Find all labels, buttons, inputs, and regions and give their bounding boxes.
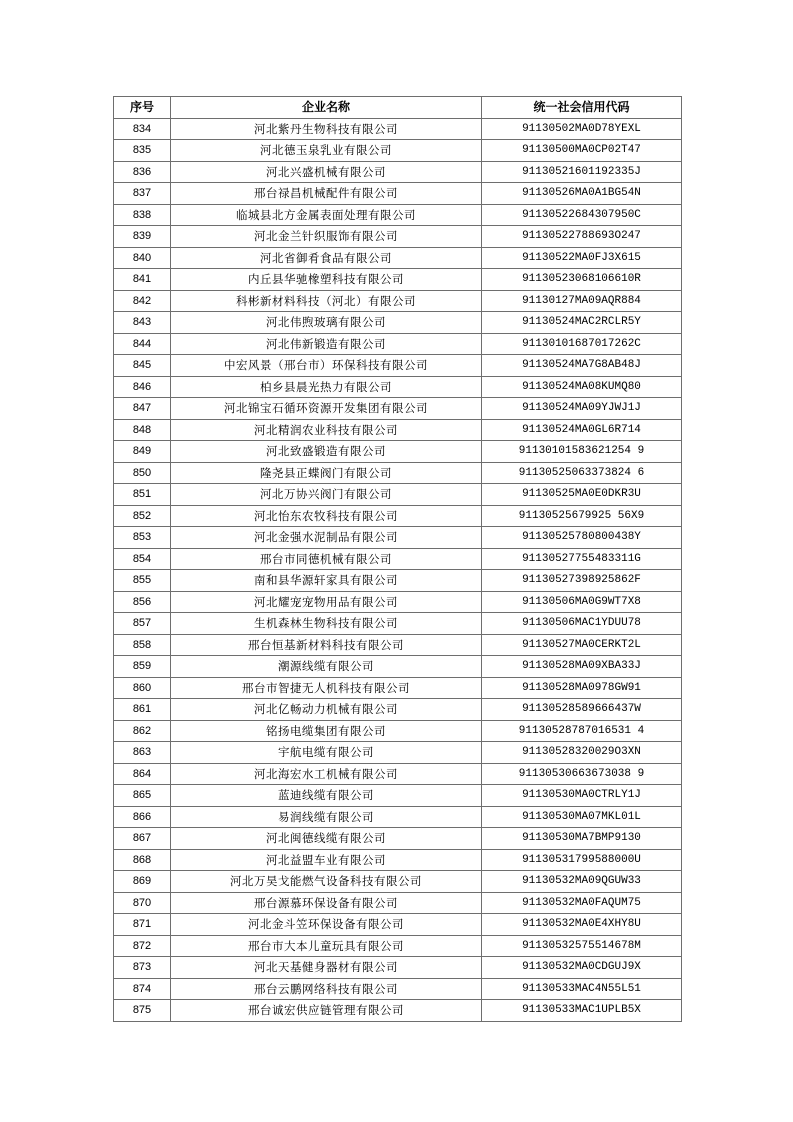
serial-number-cell: 848 [114,419,171,441]
serial-number-cell: 844 [114,333,171,355]
serial-number-cell: 864 [114,763,171,785]
company-name-cell: 河北怡东农牧科技有限公司 [171,505,482,527]
company-name-cell: 邢台恒基新材料科技有限公司 [171,634,482,656]
serial-number-cell: 857 [114,613,171,635]
serial-number-cell: 868 [114,849,171,871]
credit-code-cell: 91130528787016531 4 [482,720,682,742]
company-name-cell: 河北金兰针织服饰有限公司 [171,226,482,248]
credit-code-cell: 91130532MA0CDGUJ9X [482,957,682,979]
table-row [114,226,682,248]
company-name-cell: 内丘县华驰橡塑科技有限公司 [171,269,482,291]
serial-number-cell: 854 [114,548,171,570]
table-header-row [114,97,682,119]
table-row [114,914,682,936]
table-row [114,871,682,893]
company-name-cell: 河北亿畅动力机械有限公司 [171,699,482,721]
company-name-cell: 河北耀宠宠物用品有限公司 [171,591,482,613]
credit-code-cell: 91130530MA07MKL01L [482,806,682,828]
serial-number-cell: 847 [114,398,171,420]
credit-code-cell: 91130530663673038 9 [482,763,682,785]
company-name-cell: 易润线缆有限公司 [171,806,482,828]
table-row [114,828,682,850]
serial-number-cell: 855 [114,570,171,592]
table-row [114,806,682,828]
table-row [114,785,682,807]
table-row [114,183,682,205]
company-name-cell: 南和县华源轩家具有限公司 [171,570,482,592]
company-name-cell: 邢台源慕环保设备有限公司 [171,892,482,914]
serial-number-cell: 867 [114,828,171,850]
company-name-cell: 河北伟煦玻璃有限公司 [171,312,482,334]
credit-code-cell: 91130528589666437W [482,699,682,721]
table-row [114,419,682,441]
serial-number-cell: 837 [114,183,171,205]
credit-code-cell: 91130521601192335J [482,161,682,183]
credit-code-cell: 91130101583621254 9 [482,441,682,463]
credit-code-cell: 91130531799588000U [482,849,682,871]
credit-code-cell: 91130527755483311G [482,548,682,570]
company-name-cell: 铭扬电缆集团有限公司 [171,720,482,742]
table-row [114,290,682,312]
table-row [114,570,682,592]
company-name-cell: 河北海宏水工机械有限公司 [171,763,482,785]
company-name-cell: 宇航电缆有限公司 [171,742,482,764]
credit-code-cell: 91130500MA0CP02T47 [482,140,682,162]
company-name-cell: 河北闽德线缆有限公司 [171,828,482,850]
credit-code-cell: 91130532MA0E4XHY8U [482,914,682,936]
company-name-cell: 邢台市大本儿童玩具有限公司 [171,935,482,957]
credit-code-cell: 91130502MA0D78YEXL [482,118,682,140]
table-row [114,656,682,678]
header-credit-code: 统一社会信用代码 [482,97,682,119]
table-row [114,140,682,162]
company-name-cell: 河北金强水泥制品有限公司 [171,527,482,549]
table-row [114,548,682,570]
company-name-cell: 河北精润农业科技有限公司 [171,419,482,441]
serial-number-cell: 875 [114,1000,171,1022]
table-row [114,269,682,291]
serial-number-cell: 850 [114,462,171,484]
table-row [114,935,682,957]
table-row [114,333,682,355]
company-name-cell: 生机森林生物科技有限公司 [171,613,482,635]
company-name-cell: 河北兴盛机械有限公司 [171,161,482,183]
table-row [114,312,682,334]
serial-number-cell: 874 [114,978,171,1000]
credit-code-cell: 91130532MA0FAQUM75 [482,892,682,914]
company-name-cell: 河北紫丹生物科技有限公司 [171,118,482,140]
serial-number-cell: 840 [114,247,171,269]
company-name-cell: 河北伟新锻造有限公司 [171,333,482,355]
credit-code-cell: 91130527398925862F [482,570,682,592]
table-row [114,505,682,527]
credit-code-cell: 91130525679925 56X9 [482,505,682,527]
serial-number-cell: 873 [114,957,171,979]
company-name-cell: 河北天基健身器材有限公司 [171,957,482,979]
credit-code-cell: 91130527MA0CERKT2L [482,634,682,656]
serial-number-cell: 834 [114,118,171,140]
company-name-cell: 柏乡县晨光热力有限公司 [171,376,482,398]
table-row [114,527,682,549]
table-row [114,161,682,183]
company-table [113,96,682,1022]
serial-number-cell: 852 [114,505,171,527]
company-name-cell: 河北万协兴阀门有限公司 [171,484,482,506]
company-name-cell: 隆尧县正蝶阀门有限公司 [171,462,482,484]
serial-number-cell: 860 [114,677,171,699]
credit-code-cell: 91130522MA0FJ3X615 [482,247,682,269]
serial-number-cell: 851 [114,484,171,506]
serial-number-cell: 853 [114,527,171,549]
credit-code-cell: 91130524MAC2RCLR5Y [482,312,682,334]
serial-number-cell: 859 [114,656,171,678]
table-body [114,118,682,1021]
company-name-cell: 蓝迪线缆有限公司 [171,785,482,807]
table-row [114,634,682,656]
serial-number-cell: 842 [114,290,171,312]
credit-code-cell: 91130522788693O247 [482,226,682,248]
credit-code-cell: 91130101687017262C [482,333,682,355]
credit-code-cell: 91130528MA0978GW91 [482,677,682,699]
header-serial-number: 序号 [114,97,171,119]
serial-number-cell: 849 [114,441,171,463]
table-row [114,892,682,914]
serial-number-cell: 866 [114,806,171,828]
table-row [114,957,682,979]
credit-code-cell: 91130522684307950C [482,204,682,226]
serial-number-cell: 845 [114,355,171,377]
table-row [114,742,682,764]
credit-code-cell: 91130524MA7G8AB48J [482,355,682,377]
table-row [114,355,682,377]
credit-code-cell: 91130528320029O3XN [482,742,682,764]
serial-number-cell: 865 [114,785,171,807]
credit-code-cell: 91130530MA0CTRLY1J [482,785,682,807]
serial-number-cell: 846 [114,376,171,398]
table-row [114,376,682,398]
table-row [114,699,682,721]
serial-number-cell: 863 [114,742,171,764]
table-row [114,462,682,484]
company-name-cell: 邢台市智捷无人机科技有限公司 [171,677,482,699]
credit-code-cell: 91130523068106610R [482,269,682,291]
credit-code-cell: 91130127MA09AQR884 [482,290,682,312]
company-name-cell: 邢台市同德机械有限公司 [171,548,482,570]
serial-number-cell: 835 [114,140,171,162]
credit-code-cell: 91130532MA09QGUW33 [482,871,682,893]
company-name-cell: 河北万昊戈能燃气设备科技有限公司 [171,871,482,893]
company-name-cell: 邢台云鹏网络科技有限公司 [171,978,482,1000]
header-company-name: 企业名称 [171,97,482,119]
table-row [114,677,682,699]
serial-number-cell: 861 [114,699,171,721]
serial-number-cell: 843 [114,312,171,334]
table-row [114,441,682,463]
serial-number-cell: 838 [114,204,171,226]
company-name-cell: 河北益盟车业有限公司 [171,849,482,871]
company-name-cell: 临城县北方金属表面处理有限公司 [171,204,482,226]
credit-code-cell: 91130524MA08KUMQ80 [482,376,682,398]
serial-number-cell: 871 [114,914,171,936]
table-row [114,398,682,420]
credit-code-cell: 91130525063373824 6 [482,462,682,484]
serial-number-cell: 862 [114,720,171,742]
table-row [114,613,682,635]
company-name-cell: 邢台诚宏供应链管理有限公司 [171,1000,482,1022]
table-row [114,247,682,269]
serial-number-cell: 841 [114,269,171,291]
table-row [114,1000,682,1022]
serial-number-cell: 870 [114,892,171,914]
company-name-cell: 河北锦宝石循环资源开发集团有限公司 [171,398,482,420]
credit-code-cell: 91130525780800438Y [482,527,682,549]
table-row [114,484,682,506]
credit-code-cell: 91130526MA0A1BG54N [482,183,682,205]
table-row [114,763,682,785]
serial-number-cell: 839 [114,226,171,248]
company-name-cell: 河北省御肴食品有限公司 [171,247,482,269]
credit-code-cell: 91130524MA0GL6R714 [482,419,682,441]
table-row [114,204,682,226]
serial-number-cell: 869 [114,871,171,893]
credit-code-cell: 91130528MA09XBA33J [482,656,682,678]
company-name-cell: 河北金斗笠环保设备有限公司 [171,914,482,936]
credit-code-cell: 91130530MA7BMP9130 [482,828,682,850]
company-name-cell: 科彬新材料科技（河北）有限公司 [171,290,482,312]
credit-code-cell: 91130524MA09YJWJ1J [482,398,682,420]
table-row [114,591,682,613]
serial-number-cell: 836 [114,161,171,183]
serial-number-cell: 858 [114,634,171,656]
table-row [114,720,682,742]
table-row [114,849,682,871]
company-name-cell: 中宏风景（邢台市）环保科技有限公司 [171,355,482,377]
credit-code-cell: 91130533MAC1UPLB5X [482,1000,682,1022]
serial-number-cell: 856 [114,591,171,613]
table-row [114,978,682,1000]
company-name-cell: 河北德玉泉乳业有限公司 [171,140,482,162]
credit-code-cell: 91130533MAC4N55L51 [482,978,682,1000]
credit-code-cell: 91130532575514678M [482,935,682,957]
company-name-cell: 潮源线缆有限公司 [171,656,482,678]
credit-code-cell: 91130506MAC1YDUU78 [482,613,682,635]
company-name-cell: 河北致盛锻造有限公司 [171,441,482,463]
credit-code-cell: 91130506MA0G9WT7X8 [482,591,682,613]
serial-number-cell: 872 [114,935,171,957]
company-name-cell: 邢台禄昌机械配件有限公司 [171,183,482,205]
table-row [114,118,682,140]
credit-code-cell: 91130525MA0E0DKR3U [482,484,682,506]
